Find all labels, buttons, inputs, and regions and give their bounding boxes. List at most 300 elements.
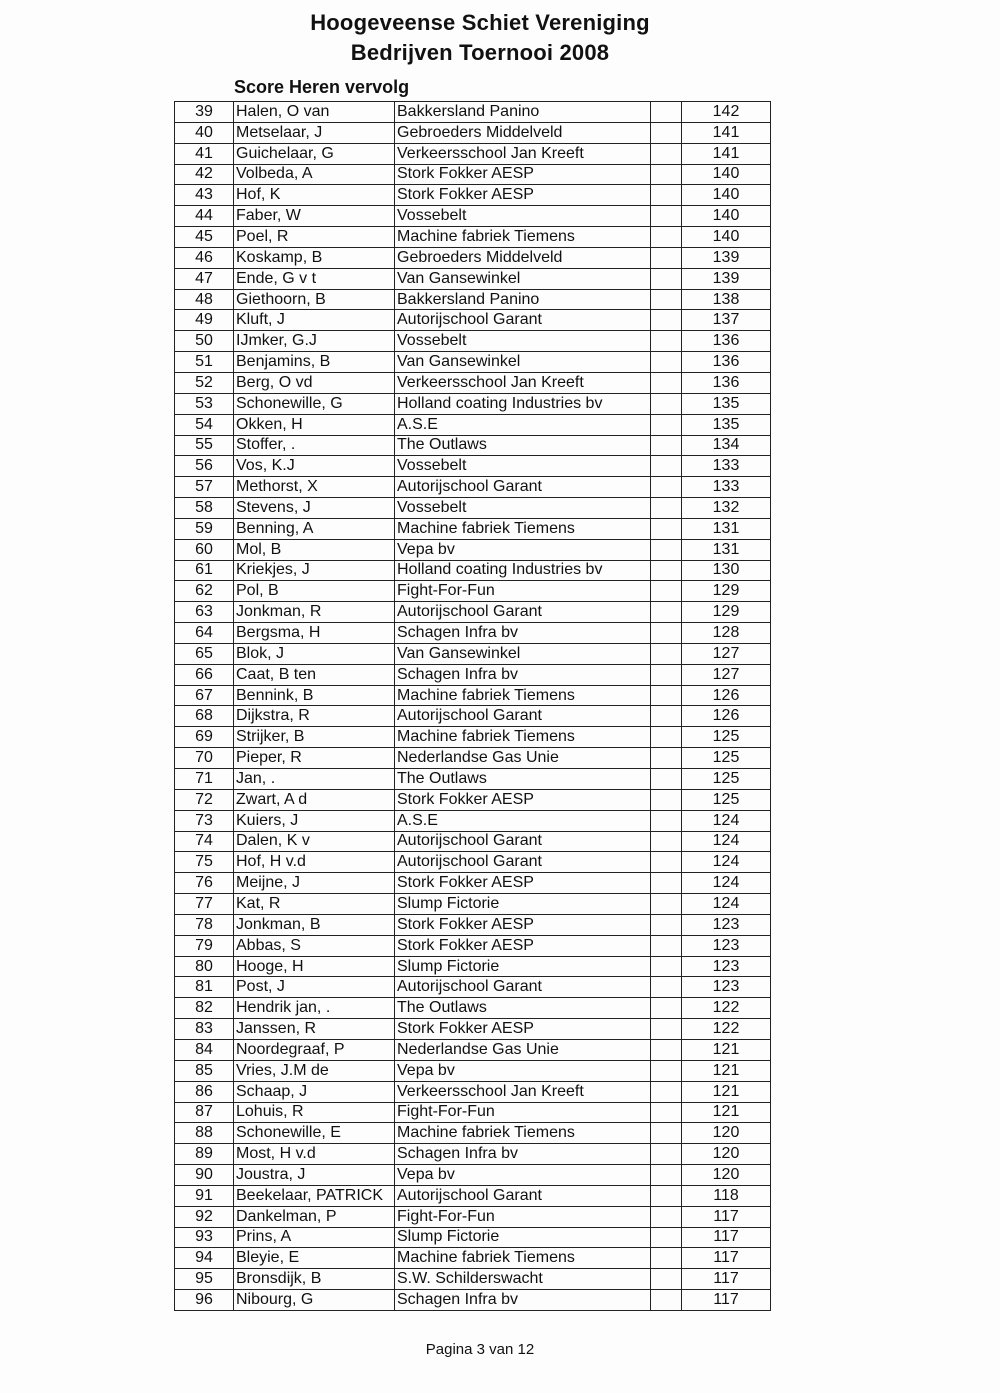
score-cell: 117 [682, 1227, 771, 1248]
club-cell: Verkeersschool Jan Kreeft [395, 1081, 651, 1102]
club-cell: Vossebelt [395, 498, 651, 519]
empty-cell [651, 1185, 682, 1206]
score-cell: 117 [682, 1290, 771, 1311]
score-cell: 122 [682, 1019, 771, 1040]
empty-cell [651, 247, 682, 268]
rank-cell: 92 [175, 1206, 234, 1227]
rank-cell: 86 [175, 1081, 234, 1102]
name-cell: Okken, H [234, 414, 395, 435]
rank-cell: 79 [175, 935, 234, 956]
score-table [174, 101, 771, 1311]
name-cell: Guichelaar, G [234, 143, 395, 164]
score-cell: 125 [682, 769, 771, 790]
table-row [175, 1248, 771, 1269]
empty-cell [651, 1227, 682, 1248]
club-cell: Verkeersschool Jan Kreeft [395, 143, 651, 164]
score-cell: 134 [682, 435, 771, 456]
name-cell: Halen, O van [234, 102, 395, 123]
empty-cell [651, 998, 682, 1019]
rank-cell: 45 [175, 227, 234, 248]
score-cell: 132 [682, 498, 771, 519]
score-cell: 140 [682, 185, 771, 206]
empty-cell [651, 685, 682, 706]
club-cell: Slump Fictorie [395, 956, 651, 977]
name-cell: Vries, J.M de [234, 1060, 395, 1081]
name-cell: Schonewille, E [234, 1123, 395, 1144]
table-row [175, 769, 771, 790]
rank-cell: 56 [175, 456, 234, 477]
club-cell: Stork Fokker AESP [395, 914, 651, 935]
score-cell: 130 [682, 560, 771, 581]
empty-cell [651, 498, 682, 519]
score-cell: 124 [682, 810, 771, 831]
score-cell: 117 [682, 1206, 771, 1227]
club-cell: Stork Fokker AESP [395, 935, 651, 956]
score-cell: 131 [682, 518, 771, 539]
table-row [175, 268, 771, 289]
name-cell: Koskamp, B [234, 247, 395, 268]
empty-cell [651, 310, 682, 331]
score-cell: 124 [682, 852, 771, 873]
table-row [175, 393, 771, 414]
name-cell: Bergsma, H [234, 623, 395, 644]
table-row [175, 873, 771, 894]
table-row [175, 331, 771, 352]
score-cell: 136 [682, 352, 771, 373]
club-cell: Autorijschool Garant [395, 477, 651, 498]
rank-cell: 84 [175, 1039, 234, 1060]
club-cell: Stork Fokker AESP [395, 789, 651, 810]
name-cell: Berg, O vd [234, 372, 395, 393]
rank-cell: 43 [175, 185, 234, 206]
empty-cell [651, 914, 682, 935]
score-cell: 123 [682, 935, 771, 956]
table-row [175, 1123, 771, 1144]
table-row [175, 1060, 771, 1081]
name-cell: Giethoorn, B [234, 289, 395, 310]
name-cell: IJmker, G.J [234, 331, 395, 352]
rank-cell: 83 [175, 1019, 234, 1040]
rank-cell: 41 [175, 143, 234, 164]
name-cell: Hof, H v.d [234, 852, 395, 873]
club-cell: Vepa bv [395, 1165, 651, 1186]
name-cell: Beekelaar, PATRICK [234, 1185, 395, 1206]
club-cell: Nederlandse Gas Unie [395, 748, 651, 769]
table-row [175, 1165, 771, 1186]
empty-cell [651, 268, 682, 289]
rank-cell: 78 [175, 914, 234, 935]
name-cell: Kat, R [234, 894, 395, 915]
rank-cell: 63 [175, 602, 234, 623]
club-cell: Autorijschool Garant [395, 1185, 651, 1206]
club-cell: Fight-For-Fun [395, 1206, 651, 1227]
name-cell: Caat, B ten [234, 664, 395, 685]
table-row [175, 998, 771, 1019]
table-row [175, 310, 771, 331]
rank-cell: 51 [175, 352, 234, 373]
empty-cell [651, 894, 682, 915]
name-cell: Hof, K [234, 185, 395, 206]
score-cell: 138 [682, 289, 771, 310]
empty-cell [651, 643, 682, 664]
name-cell: Schonewille, G [234, 393, 395, 414]
club-cell: Van Gansewinkel [395, 643, 651, 664]
empty-cell [651, 393, 682, 414]
club-cell: A.S.E [395, 810, 651, 831]
table-row [175, 852, 771, 873]
empty-cell [651, 789, 682, 810]
club-cell: The Outlaws [395, 769, 651, 790]
empty-cell [651, 977, 682, 998]
rank-cell: 77 [175, 894, 234, 915]
table-row [175, 518, 771, 539]
empty-cell [651, 852, 682, 873]
score-cell: 136 [682, 372, 771, 393]
club-cell: Vossebelt [395, 206, 651, 227]
name-cell: Joustra, J [234, 1165, 395, 1186]
rank-cell: 80 [175, 956, 234, 977]
empty-cell [651, 456, 682, 477]
score-cell: 137 [682, 310, 771, 331]
name-cell: Kriekjes, J [234, 560, 395, 581]
rank-cell: 48 [175, 289, 234, 310]
empty-cell [651, 727, 682, 748]
score-cell: 127 [682, 643, 771, 664]
club-cell: Gebroeders Middelveld [395, 247, 651, 268]
table-row [175, 914, 771, 935]
rank-cell: 96 [175, 1290, 234, 1311]
name-cell: Faber, W [234, 206, 395, 227]
rank-cell: 59 [175, 518, 234, 539]
score-cell: 120 [682, 1165, 771, 1186]
name-cell: Pieper, R [234, 748, 395, 769]
rank-cell: 81 [175, 977, 234, 998]
table-row [175, 1290, 771, 1311]
rank-cell: 66 [175, 664, 234, 685]
page-number: Pagina 3 van 12 [425, 1341, 535, 1358]
name-cell: Jonkman, R [234, 602, 395, 623]
score-cell: 139 [682, 268, 771, 289]
empty-cell [651, 956, 682, 977]
name-cell: Methorst, X [234, 477, 395, 498]
club-cell: Slump Fictorie [395, 894, 651, 915]
club-cell: Fight-For-Fun [395, 1102, 651, 1123]
rank-cell: 52 [175, 372, 234, 393]
empty-cell [651, 164, 682, 185]
table-row [175, 706, 771, 727]
table-row [175, 560, 771, 581]
club-cell: Machine fabriek Tiemens [395, 1123, 651, 1144]
score-cell: 124 [682, 831, 771, 852]
score-cell: 124 [682, 873, 771, 894]
name-cell: Dalen, K v [234, 831, 395, 852]
name-cell: Dankelman, P [234, 1206, 395, 1227]
empty-cell [651, 372, 682, 393]
empty-cell [651, 289, 682, 310]
name-cell: Hendrik jan, . [234, 998, 395, 1019]
score-cell: 123 [682, 956, 771, 977]
table-row [175, 602, 771, 623]
name-cell: Noordegraaf, P [234, 1039, 395, 1060]
name-cell: Strijker, B [234, 727, 395, 748]
club-cell: S.W. Schilderswacht [395, 1269, 651, 1290]
empty-cell [651, 539, 682, 560]
empty-cell [651, 810, 682, 831]
table-row [175, 894, 771, 915]
name-cell: Stoffer, . [234, 435, 395, 456]
name-cell: Metselaar, J [234, 122, 395, 143]
table-row [175, 810, 771, 831]
empty-cell [651, 206, 682, 227]
table-row [175, 102, 771, 123]
name-cell: Vos, K.J [234, 456, 395, 477]
rank-cell: 87 [175, 1102, 234, 1123]
rank-cell: 69 [175, 727, 234, 748]
score-cell: 140 [682, 227, 771, 248]
rank-cell: 68 [175, 706, 234, 727]
name-cell: Bronsdijk, B [234, 1269, 395, 1290]
score-table-body [175, 102, 771, 1311]
table-row [175, 643, 771, 664]
score-cell: 136 [682, 331, 771, 352]
score-cell: 129 [682, 602, 771, 623]
name-cell: Jonkman, B [234, 914, 395, 935]
table-row [175, 289, 771, 310]
name-cell: Mol, B [234, 539, 395, 560]
table-row [175, 372, 771, 393]
empty-cell [651, 769, 682, 790]
club-cell: Schagen Infra bv [395, 664, 651, 685]
empty-cell [651, 1269, 682, 1290]
table-row [175, 789, 771, 810]
table-row [175, 498, 771, 519]
score-cell: 129 [682, 581, 771, 602]
empty-cell [651, 1060, 682, 1081]
empty-cell [651, 518, 682, 539]
rank-cell: 65 [175, 643, 234, 664]
table-row [175, 664, 771, 685]
table-row [175, 206, 771, 227]
table-row [175, 456, 771, 477]
rank-cell: 44 [175, 206, 234, 227]
name-cell: Stevens, J [234, 498, 395, 519]
score-cell: 126 [682, 685, 771, 706]
name-cell: Abbas, S [234, 935, 395, 956]
score-cell: 142 [682, 102, 771, 123]
club-cell: Stork Fokker AESP [395, 164, 651, 185]
club-cell: Schagen Infra bv [395, 623, 651, 644]
score-cell: 140 [682, 164, 771, 185]
club-cell: Verkeersschool Jan Kreeft [395, 372, 651, 393]
rank-cell: 39 [175, 102, 234, 123]
rank-cell: 93 [175, 1227, 234, 1248]
club-cell: The Outlaws [395, 435, 651, 456]
rank-cell: 71 [175, 769, 234, 790]
club-cell: Machine fabriek Tiemens [395, 685, 651, 706]
club-cell: Fight-For-Fun [395, 581, 651, 602]
name-cell: Dijkstra, R [234, 706, 395, 727]
name-cell: Prins, A [234, 1227, 395, 1248]
rank-cell: 57 [175, 477, 234, 498]
table-row [175, 935, 771, 956]
name-cell: Kuiers, J [234, 810, 395, 831]
table-row [175, 352, 771, 373]
rank-cell: 53 [175, 393, 234, 414]
name-cell: Bennink, B [234, 685, 395, 706]
club-cell: Autorijschool Garant [395, 706, 651, 727]
rank-cell: 61 [175, 560, 234, 581]
table-row [175, 477, 771, 498]
empty-cell [651, 435, 682, 456]
rank-cell: 91 [175, 1185, 234, 1206]
rank-cell: 90 [175, 1165, 234, 1186]
score-cell: 121 [682, 1039, 771, 1060]
name-cell: Bleyie, E [234, 1248, 395, 1269]
table-row [175, 414, 771, 435]
table-row [175, 685, 771, 706]
table-row [175, 122, 771, 143]
score-cell: 141 [682, 122, 771, 143]
club-cell: Stork Fokker AESP [395, 185, 651, 206]
rank-cell: 73 [175, 810, 234, 831]
rank-cell: 42 [175, 164, 234, 185]
club-cell: Schagen Infra bv [395, 1290, 651, 1311]
score-cell: 135 [682, 393, 771, 414]
score-cell: 140 [682, 206, 771, 227]
score-cell: 117 [682, 1248, 771, 1269]
score-cell: 125 [682, 789, 771, 810]
table-row [175, 1227, 771, 1248]
table-row [175, 727, 771, 748]
score-cell: 127 [682, 664, 771, 685]
empty-cell [651, 602, 682, 623]
club-cell: Stork Fokker AESP [395, 1019, 651, 1040]
table-row [175, 1144, 771, 1165]
table-row [175, 164, 771, 185]
name-cell: Post, J [234, 977, 395, 998]
club-cell: Vossebelt [395, 331, 651, 352]
club-cell: Bakkersland Panino [395, 102, 651, 123]
empty-cell [651, 352, 682, 373]
table-row [175, 956, 771, 977]
section-heading: Score Heren vervolg [234, 77, 410, 97]
rank-cell: 75 [175, 852, 234, 873]
club-cell: Vepa bv [395, 1060, 651, 1081]
table-row [175, 1269, 771, 1290]
club-cell: Autorijschool Garant [395, 977, 651, 998]
score-cell: 125 [682, 727, 771, 748]
table-row [175, 1019, 771, 1040]
table-row [175, 748, 771, 769]
table-row [175, 1185, 771, 1206]
empty-cell [651, 1144, 682, 1165]
score-cell: 123 [682, 914, 771, 935]
empty-cell [651, 581, 682, 602]
document-subtitle: Bedrijven Toernooi 2008 [350, 40, 610, 65]
rank-cell: 88 [175, 1123, 234, 1144]
name-cell: Most, H v.d [234, 1144, 395, 1165]
rank-cell: 60 [175, 539, 234, 560]
score-cell: 133 [682, 456, 771, 477]
club-cell: Stork Fokker AESP [395, 873, 651, 894]
name-cell: Volbeda, A [234, 164, 395, 185]
table-row [175, 1081, 771, 1102]
rank-cell: 55 [175, 435, 234, 456]
club-cell: Slump Fictorie [395, 1227, 651, 1248]
rank-cell: 95 [175, 1269, 234, 1290]
club-cell: Van Gansewinkel [395, 268, 651, 289]
score-cell: 120 [682, 1123, 771, 1144]
table-row [175, 1039, 771, 1060]
table-row [175, 1102, 771, 1123]
score-cell: 125 [682, 748, 771, 769]
table-row [175, 977, 771, 998]
club-cell: Machine fabriek Tiemens [395, 227, 651, 248]
score-cell: 141 [682, 143, 771, 164]
rank-cell: 49 [175, 310, 234, 331]
empty-cell [651, 1290, 682, 1311]
rank-cell: 82 [175, 998, 234, 1019]
empty-cell [651, 1248, 682, 1269]
club-cell: The Outlaws [395, 998, 651, 1019]
name-cell: Kluft, J [234, 310, 395, 331]
name-cell: Ende, G v t [234, 268, 395, 289]
empty-cell [651, 1081, 682, 1102]
club-cell: A.S.E [395, 414, 651, 435]
club-cell: Machine fabriek Tiemens [395, 518, 651, 539]
club-cell: Vepa bv [395, 539, 651, 560]
name-cell: Nibourg, G [234, 1290, 395, 1311]
club-cell: Machine fabriek Tiemens [395, 727, 651, 748]
club-cell: Autorijschool Garant [395, 602, 651, 623]
empty-cell [651, 748, 682, 769]
rank-cell: 54 [175, 414, 234, 435]
document-title: Hoogeveense Schiet Vereniging [310, 10, 650, 35]
rank-cell: 40 [175, 122, 234, 143]
empty-cell [651, 331, 682, 352]
empty-cell [651, 1039, 682, 1060]
table-row [175, 581, 771, 602]
empty-cell [651, 935, 682, 956]
name-cell: Pol, B [234, 581, 395, 602]
score-cell: 117 [682, 1269, 771, 1290]
table-row [175, 623, 771, 644]
empty-cell [651, 560, 682, 581]
table-row [175, 185, 771, 206]
empty-cell [651, 143, 682, 164]
score-cell: 121 [682, 1102, 771, 1123]
name-cell: Janssen, R [234, 1019, 395, 1040]
club-cell: Gebroeders Middelveld [395, 122, 651, 143]
club-cell: Autorijschool Garant [395, 831, 651, 852]
name-cell: Benjamins, B [234, 352, 395, 373]
empty-cell [651, 185, 682, 206]
club-cell: Holland coating Industries bv [395, 560, 651, 581]
score-cell: 135 [682, 414, 771, 435]
table-row [175, 831, 771, 852]
rank-cell: 58 [175, 498, 234, 519]
rank-cell: 50 [175, 331, 234, 352]
club-cell: Van Gansewinkel [395, 352, 651, 373]
name-cell: Zwart, A d [234, 789, 395, 810]
rank-cell: 46 [175, 247, 234, 268]
empty-cell [651, 1165, 682, 1186]
table-row [175, 539, 771, 560]
rank-cell: 47 [175, 268, 234, 289]
name-cell: Benning, A [234, 518, 395, 539]
empty-cell [651, 831, 682, 852]
empty-cell [651, 1102, 682, 1123]
